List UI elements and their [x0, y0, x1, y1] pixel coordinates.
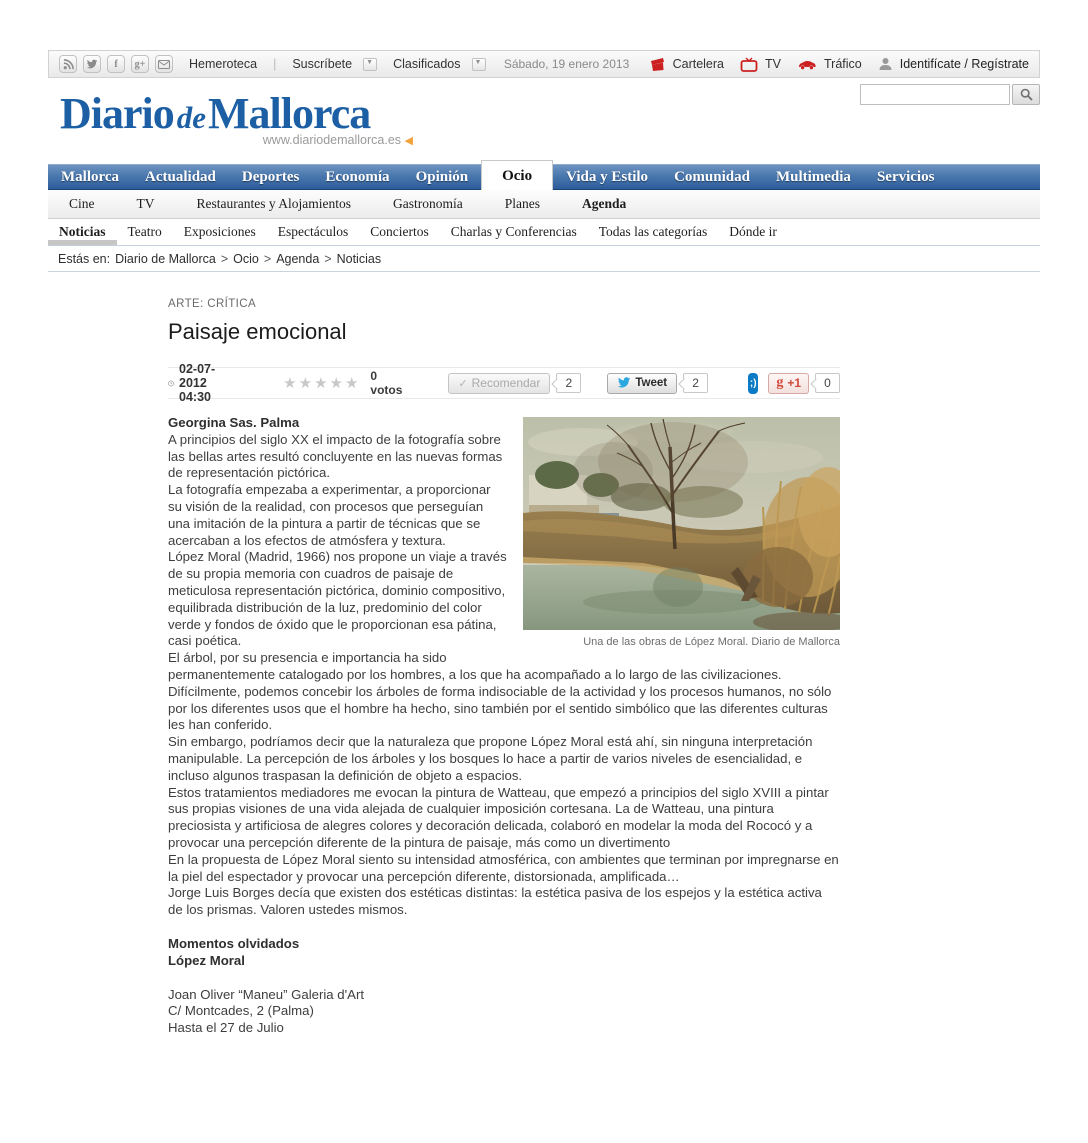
catnav-donde-ir[interactable]: Dónde ir: [729, 224, 777, 239]
masthead: [48, 78, 1040, 158]
article-paragraph: Estos tratamientos mediadores me evocan la pintura de Watteau, que empezó a principios del siglo XVIII a pintar sus propias visiones de una vida alejada de cualquier imposición cortesana. La de Watteau, una pintura preciosista y artificiosa de alegres colores y decoración delicada, colaboró en modelar la moda del Rococó y a provocar una percepción diferente de la pintura de paisaje, más como un divertimento: [168, 784, 829, 850]
catnav-todas-categorias[interactable]: Todas las categorías: [598, 224, 708, 239]
painting-image: [523, 417, 840, 630]
tv-icon[interactable]: [740, 57, 758, 72]
article-paragraph: Sin embargo, podríamos decir que la naturaleza que propone López Moral está ahí, sin ninguna interpretación manipulable. La percepción de los árboles y los bosques lo hace a partir de varios niveles de esencialidad, e incluso algunos traspasan la definición de objeto a espacios.: [168, 734, 813, 783]
nav-mallorca[interactable]: Mallorca: [61, 169, 120, 185]
recommend-button[interactable]: ✓ Recomendar: [448, 373, 550, 394]
magnifier-icon: [1020, 88, 1033, 101]
exhibition-artist: López Moral: [168, 952, 245, 968]
tv-link[interactable]: TV: [765, 57, 781, 71]
breadcrumb-agenda[interactable]: Agenda: [276, 251, 320, 266]
facebook-icon[interactable]: f: [107, 55, 125, 73]
article-kicker[interactable]: ARTE: CRÍTICA: [168, 298, 257, 310]
search-button[interactable]: [1012, 84, 1040, 105]
nav-actualidad[interactable]: Actualidad: [145, 169, 216, 185]
trafico-link[interactable]: Tráfico: [824, 57, 862, 71]
tweet-button[interactable]: Tweet: [607, 373, 677, 394]
bottom-spacer: [48, 1037, 1040, 1083]
check-icon: ✓: [458, 377, 468, 390]
topbar: [48, 50, 1040, 78]
tuenti-button[interactable]: ;): [748, 373, 758, 394]
catnav-exposiciones[interactable]: Exposiciones: [183, 224, 256, 239]
user-icon: [878, 57, 893, 71]
rss-icon[interactable]: [59, 55, 77, 73]
topbar-right: [648, 57, 1029, 72]
gallery-address: C/ Montcades, 2 (Palma): [168, 1003, 314, 1019]
article-body: [168, 415, 840, 1037]
page: [48, 50, 1040, 1083]
breadcrumb-prefix: Estás en:: [58, 251, 111, 266]
article-title: Paisaje emocional: [168, 319, 347, 344]
topbar-left: [59, 55, 486, 73]
gallery-dates: Hasta el 27 de Julio: [168, 1020, 284, 1036]
article-paragraph: El árbol, por su presencia e importancia ha sido permanentemente catalogado por los hombres, a los que ha acompañado a lo largo de las civilizaciones. Difícilmente, podemos concebir los árboles de forma indisociable de la actividad y los procesos humanos, no sólo por los diferentes usos que el hombre ha hecho, sino también por el sentido simbólico que las diferentes culturas les han conferido.: [168, 650, 832, 733]
catnav-charlas[interactable]: Charlas y Conferencias: [450, 224, 577, 239]
site-url: www.diariodemallorca.es ◀: [262, 133, 413, 147]
plusone-count: 0: [815, 373, 840, 393]
subnav-restaurantes[interactable]: Restaurantes y Alojamientos: [196, 196, 351, 211]
main-nav: [48, 160, 1040, 190]
googleplus-icon[interactable]: g+: [131, 55, 149, 73]
cartelera-link[interactable]: Cartelera: [672, 57, 725, 71]
breadcrumb-noticias[interactable]: Noticias: [336, 251, 382, 266]
nav-opinion[interactable]: Opinión: [415, 169, 469, 185]
cartelera-icon[interactable]: [648, 57, 666, 72]
tweet-count: 2: [683, 373, 708, 393]
category-nav: [48, 219, 1040, 246]
breadcrumb: Estás en: Diario de Mallorca > Ocio > Agenda > Noticias: [48, 246, 1040, 272]
article: [168, 298, 840, 1037]
nav-vida-y-estilo[interactable]: Vida y Estilo: [566, 169, 649, 185]
publish-date: 02-07-2012 04:30: [168, 362, 225, 404]
catnav-conciertos[interactable]: Conciertos: [370, 224, 429, 239]
hemeroteca-link[interactable]: Hemeroteca: [189, 57, 258, 71]
article-paragraph: Jorge Luis Borges decía que existen dos estéticas distintas: la estética pasiva de los espejos y la estética activa de los prismas. Valoren ustedes mismos.: [168, 885, 822, 918]
catnav-espectaculos[interactable]: Espectáculos: [277, 224, 349, 239]
site-logo-text: DiariodeMallorca: [60, 89, 371, 138]
twitter-bird-icon: [617, 377, 631, 389]
gallery-block: [168, 987, 840, 1037]
url-arrow-icon: ◀: [404, 135, 413, 147]
subnav-agenda[interactable]: Agenda: [581, 196, 627, 211]
nav-comunidad[interactable]: Comunidad: [674, 169, 750, 185]
google-g-icon: g: [776, 375, 784, 390]
suscribete-link[interactable]: Suscríbete: [292, 57, 353, 71]
login-link[interactable]: Identifícate / Regístrate: [899, 57, 1029, 71]
current-date: Sábado, 19 enero 2013: [503, 57, 630, 71]
vote-count: 0 votos: [370, 369, 403, 397]
article-paragraph: La fotografía empezaba a experimentar, a proporcionar su visión de la realidad, con procesos que perseguían una imitación de la pintura a partir de técnicas que se acercaban a los efectos de atmósfera y textura.: [168, 482, 491, 548]
main-nav-items: [48, 160, 947, 190]
article-paragraph: López Moral (Madrid, 1966) nos propone un viaje a través de su propia memoria con cuadros de paisaje de meticulosa representación pictórica, dominio compositivo, equilibrada distribución de la luz, predominio del color verde y fondos de óxido que le proporcionan esa pátina, casi poética.: [168, 549, 507, 649]
search: [860, 84, 1040, 105]
subnav-cine[interactable]: Cine: [69, 196, 95, 211]
subnav-gastronomia[interactable]: Gastronomía: [392, 196, 463, 211]
clock-icon: [168, 377, 174, 390]
recommend-count: 2: [556, 373, 581, 393]
nav-multimedia[interactable]: Multimedia: [775, 169, 851, 185]
nav-deportes[interactable]: Deportes: [241, 169, 300, 185]
plusone-button[interactable]: g +1: [768, 373, 809, 394]
clasificados-caret-icon[interactable]: [472, 58, 486, 71]
nav-servicios[interactable]: Servicios: [876, 169, 935, 185]
article-author: Georgina Sas. Palma: [168, 415, 300, 430]
article-paragraph: En la propuesta de López Moral siento su intensidad atmosférica, con ambientes que terminan por impregnarse en la piel del espectador y provocar una percepción diferente, distorsionada, amplificada…: [168, 851, 839, 884]
star-rating[interactable]: ★★★★★: [283, 375, 361, 392]
exhibition-title: Momentos olvidados: [168, 935, 300, 951]
nav-economia[interactable]: Economía: [325, 169, 390, 185]
catnav-noticias[interactable]: Noticias: [48, 219, 117, 245]
article-figure: [523, 417, 840, 651]
article-meta: [168, 362, 840, 404]
site-logo[interactable]: [60, 88, 415, 147]
gallery-name: Joan Oliver “Maneu” Galeria d'Art: [168, 986, 365, 1002]
twitter-icon[interactable]: [83, 55, 101, 73]
exhibition-block: [168, 936, 840, 970]
breadcrumb-home[interactable]: Diario de Mallorca: [115, 251, 216, 266]
mail-icon[interactable]: [155, 55, 173, 73]
image-caption: Una de las obras de López Moral. Diario de Mallorca: [583, 636, 840, 648]
search-input[interactable]: [860, 84, 1010, 105]
nav-ocio[interactable]: Ocio: [481, 160, 553, 190]
article-paragraph: A principios del siglo XX el impacto de la fotografía sobre las bellas artes resultó concluyente en las nuevas formas de representación pictórica.: [168, 431, 503, 481]
car-icon[interactable]: [797, 58, 817, 71]
catnav-teatro[interactable]: Teatro: [127, 224, 162, 239]
breadcrumb-ocio[interactable]: Ocio: [233, 251, 259, 266]
subnav-planes[interactable]: Planes: [504, 196, 540, 211]
suscribete-caret-icon[interactable]: [363, 58, 377, 71]
clasificados-link[interactable]: Clasificados: [393, 57, 461, 71]
divider: |: [273, 57, 277, 71]
subnav-tv[interactable]: TV: [136, 196, 155, 211]
sub-nav: [48, 190, 1040, 219]
